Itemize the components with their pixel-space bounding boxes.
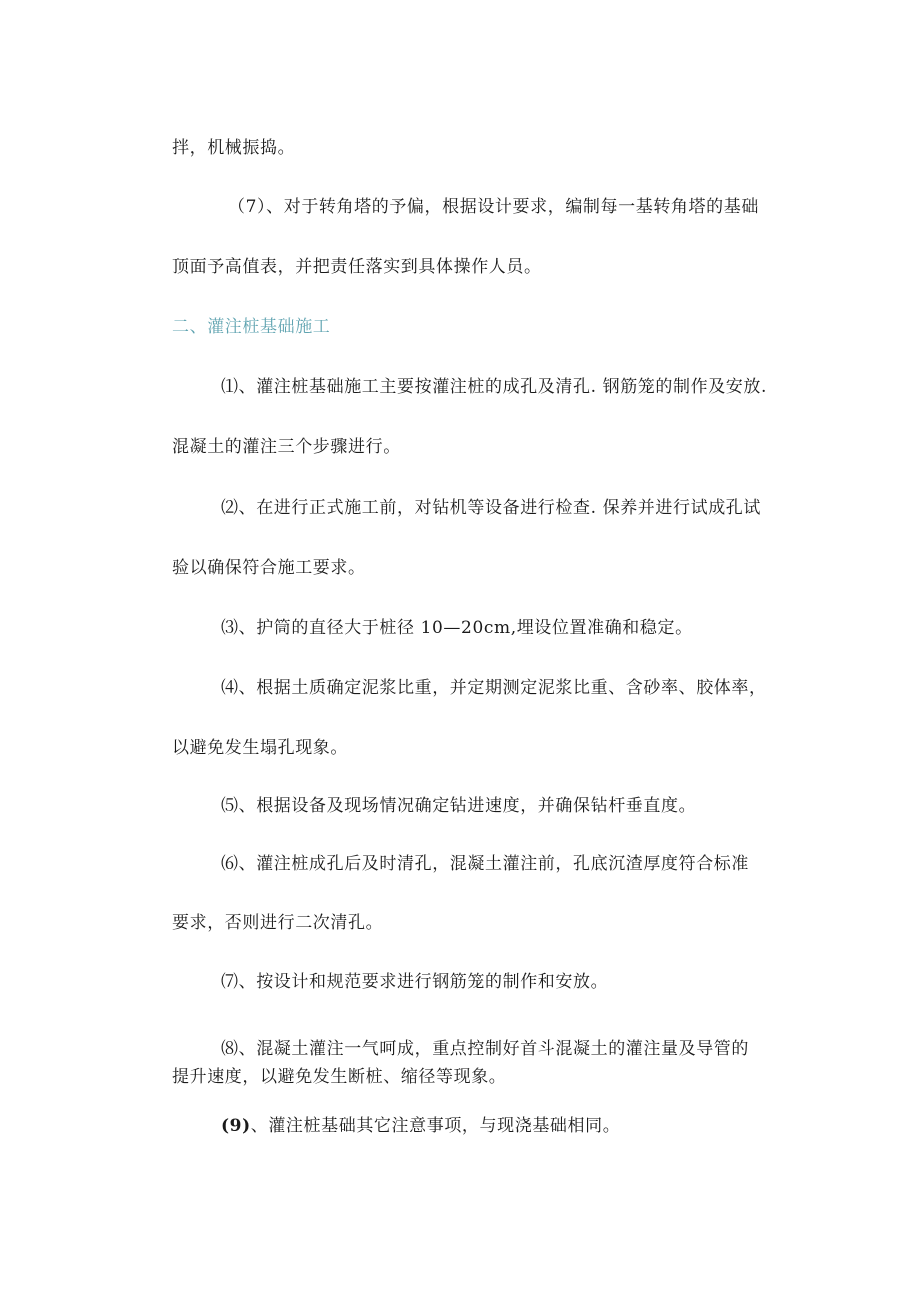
paragraph-9-text: 、灌注桩基础其它注意事项，与现浇基础相同。 (250, 1116, 621, 1136)
paragraph-4-line-1: ⑷、根据土质确定泥浆比重，并定期测定泥浆比重、含砂率、胶体率， (221, 678, 767, 698)
paragraph-6-line-1: ⑹、灌注桩成孔后及时清孔，混凝土灌注前，孔底沉渣厚度符合标准 (221, 854, 749, 874)
section-heading: 二、灌注桩基础施工 (172, 317, 331, 337)
continuation-line: 拌，机械振捣。 (172, 138, 296, 158)
paragraph-2-line-1: ⑵、在进行正式施工前，对钻机等设备进行检查. 保养并进行试成孔试 (221, 498, 762, 518)
paragraph-8-line-2: 提升速度，以避免发生断桩、缩径等现象。 (172, 1067, 507, 1087)
item-7-line-2: 顶面予高值表，并把责任落实到具体操作人员。 (172, 257, 542, 277)
paragraph-4-line-2: 以避免发生塌孔现象。 (172, 738, 348, 758)
paragraph-9-line-1 (221, 1115, 620, 1137)
paragraph-2-line-2: 验以确保符合施工要求。 (172, 558, 366, 578)
paragraph-1-line-2: 混凝土的灌注三个步骤进行。 (172, 437, 401, 457)
paragraph-1-line-1: ⑴、灌注桩基础施工主要按灌注桩的成孔及清孔. 钢筋笼的制作及安放. (221, 377, 768, 397)
paragraph-9-number: (9) (221, 1116, 251, 1136)
paragraph-8-line-1: ⑻、混凝土灌注一气呵成，重点控制好首斗混凝土的灌注量及导管的 (221, 1039, 749, 1059)
paragraph-7-line-1: ⑺、按设计和规范要求进行钢筋笼的制作和安放。 (221, 972, 609, 992)
paragraph-6-line-2: 要求，否则进行二次清孔。 (172, 913, 384, 933)
paragraph-5-line-1: ⑸、根据设备及现场情况确定钻进速度，并确保钻杆垂直度。 (221, 796, 697, 816)
item-7-line-1: （7）、对于转角塔的予偏，根据设计要求，编制每一基转角塔的基础 (228, 197, 759, 217)
paragraph-3-line-1: ⑶、护筒的直径大于桩径 10—20cm,埋设位置准确和稳定。 (221, 618, 693, 638)
